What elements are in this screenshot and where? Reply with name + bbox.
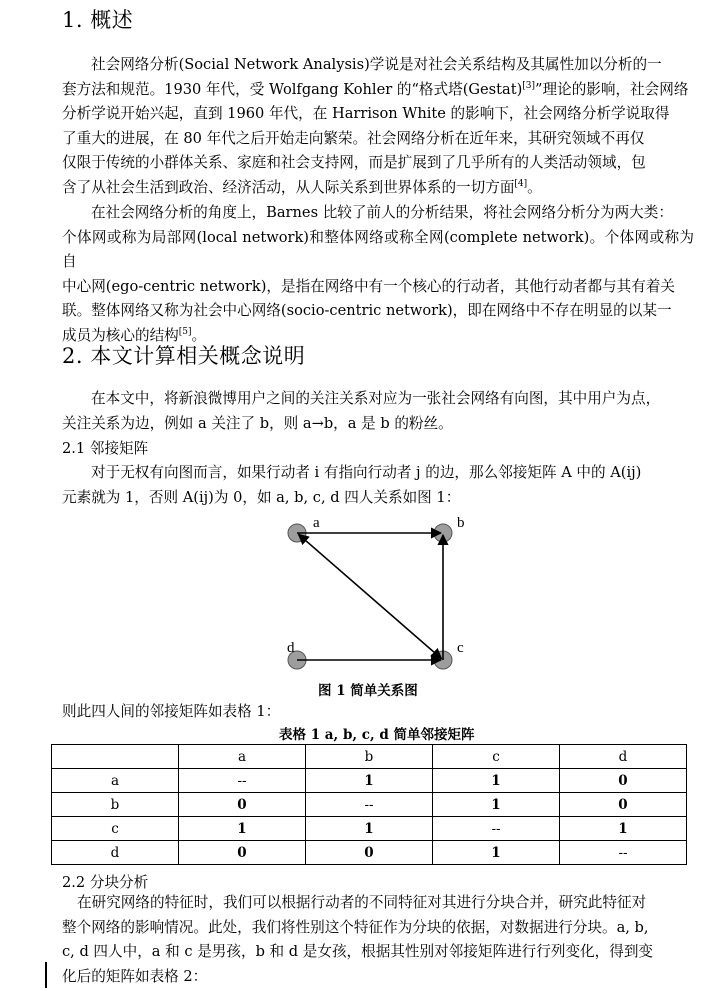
section-2-paragraph-1 bbox=[62, 387, 694, 436]
text-line: 元素就为 1，否则 A(ij)为 0，如 a, b, c, d 四人关系如图 1： bbox=[62, 488, 461, 506]
graph-node-label-b: b bbox=[457, 515, 465, 531]
edge-a-c-bidirectional bbox=[299, 534, 442, 658]
row-header: c bbox=[52, 817, 179, 841]
text-line: 了重大的进展，在 80 年代之后开始走向繁荣。社会网络分析在近年来，其研究领域不再仅 bbox=[62, 129, 645, 147]
table-row bbox=[52, 841, 687, 865]
table-header-row bbox=[52, 745, 687, 769]
table-cell: 0 bbox=[179, 793, 306, 817]
relationship-graph-figure bbox=[270, 508, 480, 678]
column-header: d bbox=[560, 745, 687, 769]
citation-4[interactable]: [4] bbox=[514, 178, 528, 189]
text-line: 仅限于传统的小群体关系、家庭和社会支持网，而是扩展到了几乎所有的人类活动领域，包 bbox=[62, 154, 646, 172]
section-1-paragraph-2 bbox=[62, 201, 694, 349]
graph-node-label-c: c bbox=[457, 640, 464, 656]
table-cell: 1 bbox=[179, 817, 306, 841]
text-line: 个体网或称为局部网(local network)和整体网络或称全网(complete network)。个体网或称为自 bbox=[62, 228, 694, 271]
text-line: 套方法和规范。1930 年代，受 Wolfgang Kohler 的“格式塔(Gestat) bbox=[62, 80, 523, 98]
text-line: 含了从社会生活到政治、经济活动，从人际关系到世界体系的一切方面 bbox=[62, 178, 515, 196]
text-cursor bbox=[45, 962, 47, 988]
table-cell: 1 bbox=[433, 769, 560, 793]
subsection-2-1-heading: 2.1 邻接矩阵 bbox=[62, 440, 149, 457]
graph-node-label-a: a bbox=[313, 515, 320, 531]
text-line: 社会网络分析(Social Network Analysis)学说是对社会关系结构及其属性加以分析的一 bbox=[91, 56, 662, 73]
adjacency-matrix-table bbox=[51, 744, 687, 865]
section-1-paragraph-1 bbox=[62, 53, 694, 201]
table-cell: 0 bbox=[560, 793, 687, 817]
table-cell: 1 bbox=[433, 841, 560, 865]
figure-1-caption: 图 1 简单关系图 bbox=[318, 683, 418, 699]
column-header: c bbox=[433, 745, 560, 769]
column-header bbox=[52, 745, 179, 769]
text-line: 在社会网络分析的角度上，Barnes 比较了前人的分析结果，将社会网络分析分为两大类： bbox=[91, 204, 673, 221]
text-line: 化后的矩阵如表格 2： bbox=[62, 967, 208, 985]
table-1-caption: 表格 1 a, b, c, d 简单邻接矩阵 bbox=[279, 727, 475, 743]
subsection-2-2-paragraph bbox=[62, 891, 694, 989]
text-line: 。 bbox=[527, 178, 542, 196]
text-line: ”理论的影响，社会网络 bbox=[535, 80, 689, 98]
citation-5[interactable]: [5] bbox=[178, 326, 192, 337]
row-header: b bbox=[52, 793, 179, 817]
text-line: 中心网(ego-centric network)，是指在网络中有一个核心的行动者，其他行动者都与其有着关 bbox=[62, 277, 676, 295]
citation-3[interactable]: [3] bbox=[522, 80, 536, 91]
table-cell: -- bbox=[560, 841, 687, 865]
table-cell: -- bbox=[179, 769, 306, 793]
table-cell: 0 bbox=[306, 841, 433, 865]
column-header: b bbox=[306, 745, 433, 769]
text-line: 对于无权有向图而言，如果行动者 i 有指向行动者 j 的边，那么邻接矩阵 A 中的 A(ij) bbox=[91, 464, 642, 481]
table-cell: -- bbox=[433, 817, 560, 841]
text-line: 在研究网络的特征时，我们可以根据行动者的不同特征对其进行分块合并，研究此特征对 bbox=[77, 894, 647, 911]
table-cell: 1 bbox=[306, 817, 433, 841]
table-cell: 1 bbox=[306, 769, 433, 793]
table-cell: 0 bbox=[560, 769, 687, 793]
subsection-2-2-heading: 2.2 分块分析 bbox=[62, 874, 149, 891]
text-line: 联。整体网络又称为社会中心网络(socio-centric network)，即在网络中不存在明显的以某一 bbox=[62, 302, 672, 320]
subsection-2-1-paragraph bbox=[62, 461, 694, 510]
row-header: d bbox=[52, 841, 179, 865]
text-line: 成员为核心的结构 bbox=[62, 326, 179, 344]
row-header: a bbox=[52, 769, 179, 793]
table-intro-text: 则此四人间的邻接矩阵如表格 1： bbox=[62, 703, 281, 720]
text-line: 整个网络的影响情况。此处，我们将性别这个特征作为分块的依据，对数据进行分块。a, b, bbox=[62, 918, 649, 936]
table-cell: 1 bbox=[560, 817, 687, 841]
table-cell: 1 bbox=[433, 793, 560, 817]
text-line: 分析学说开始兴起，直到 1960 年代，在 Harrison White 的影响下，社会网络分析学说取得 bbox=[62, 105, 670, 123]
text-line: 在本文中，将新浪微博用户之间的关注关系对应为一张社会网络有向图，其中用户为点， bbox=[91, 390, 661, 407]
table-row bbox=[52, 793, 687, 817]
section-2-heading: 2. 本文计算相关概念说明 bbox=[62, 344, 306, 368]
table-row bbox=[52, 817, 687, 841]
text-line: c, d 四人中，a 和 c 是男孩，b 和 d 是女孩，根据其性别对邻接矩阵进行行列变化，得到变 bbox=[62, 943, 654, 961]
table-cell: 0 bbox=[179, 841, 306, 865]
table-cell: -- bbox=[306, 793, 433, 817]
section-1-heading: 1. 概述 bbox=[62, 8, 134, 32]
text-line: 关注关系为边，例如 a 关注了 b，则 a→b，a 是 b 的粉丝。 bbox=[62, 414, 453, 432]
graph-node-label-d: d bbox=[287, 640, 295, 656]
text-line: 。 bbox=[191, 326, 207, 344]
table-row bbox=[52, 769, 687, 793]
column-header: a bbox=[179, 745, 306, 769]
